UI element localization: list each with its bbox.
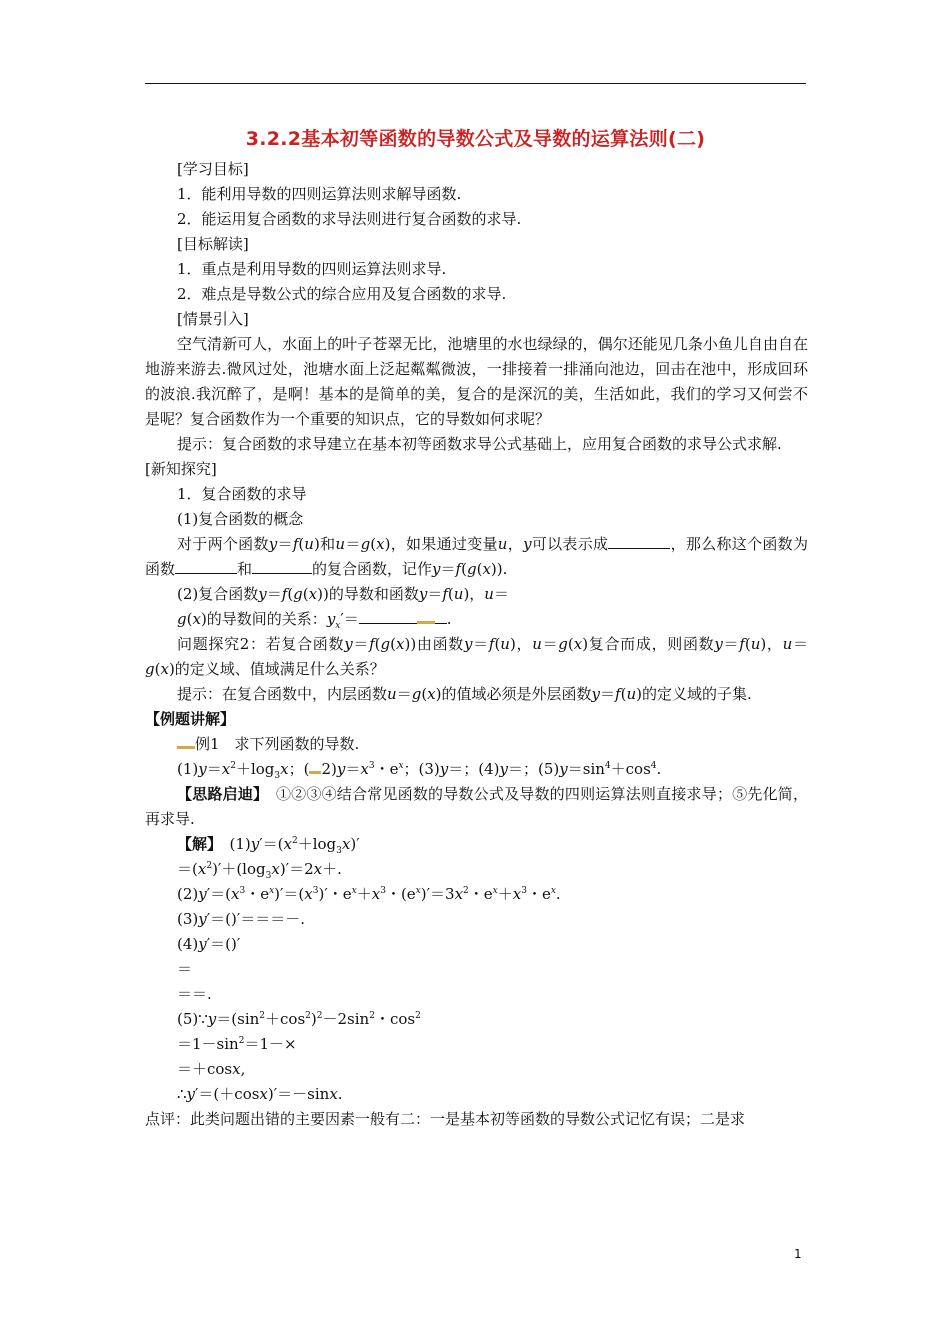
comment: 点评：此类问题出错的主要因素一般有二：一是基本初等函数的导数公式记忆有误；二是求 [145, 1110, 746, 1128]
solution-line-7: ＝＝. [177, 985, 212, 1003]
interp-2: 2．难点是导数公式的综合应用及复合函数的求导. [177, 285, 507, 303]
highlight-mark [417, 621, 435, 624]
solution-line-4: (3)y′＝()′＝＝＝－. [177, 910, 306, 928]
question-2: 问题探究2：若复合函数y＝f(g(x))由函数y＝f(u)，u＝g(x)复合而成，则函数y＝f(u)，u＝g(x)的定义域、值域满足什么关系？ [145, 635, 808, 678]
solution-line-2: $=(x^2)'+(\log_3x)'=2x+$. [177, 860, 342, 881]
blank [608, 534, 670, 549]
blank [435, 609, 447, 624]
solution-line-3: $(2)y'=(x^3$・$e^x)'=(x^3)'$・$e^x+x^3$・$(e^x)'=3x^2$・$e^x+x^3$・$e^x$. [177, 885, 561, 903]
new-header: [新知探究] [145, 460, 217, 478]
solution-line-6: ＝ [177, 960, 193, 978]
highlight-mark [309, 771, 321, 774]
blank [252, 559, 312, 574]
definition: 对于两个函数y＝f(u)和u＝g(x)，如果通过变量u，y可以表示成 ，那么称这个函数为函数 和 的复合函数，记作y＝f(g(x)). [145, 535, 808, 578]
hint-2: 提示：在复合函数中，内层函数u＝g(x)的值域必须是外层函数y＝f(u)的定义域的子集. [177, 685, 752, 703]
solution-line-5: (4)y′＝()′ [177, 935, 241, 953]
interp-header: [目标解读] [177, 235, 249, 253]
intro-header: [情景引入] [177, 310, 249, 328]
intro-text: 空气清新可人，水面上的叶子苍翠无比，池塘里的水也绿绿的，偶尔还能见几条小鱼儿自由自在地游来游去.微风过处，池塘水面上泛起粼粼微波，一排接着一排涌向池边，回击在池中，形成回环的波浪.我沉醉了，是啊！基本的是简单的美，复合的是深沉的美，生活如此，我们的学习又何尝不是呢？复合函数作为一个重要的知识点，它的导数如何求呢？ [145, 335, 808, 428]
interp-1: 1．重点是利用导数的四则运算法则求导. [177, 260, 447, 278]
item-1-1: (1)复合函数的概念 [177, 510, 304, 528]
highlight-mark [177, 746, 195, 749]
goal-2: 2．能运用复合函数的求导法则进行复合函数的求导. [177, 210, 522, 228]
item-1: 1．复合函数的求导 [177, 485, 307, 503]
blank [359, 609, 417, 624]
goal-1: 1．能利用导数的四则运算法则求解导函数. [177, 185, 462, 203]
idea: 【思路启迪】 ①②③④结合常见函数的导数公式及导数的四则运算法则直接求导；⑤先化简，再求导. [145, 785, 808, 828]
solution-line-10: ＝＋cosx, [177, 1060, 246, 1078]
document-body [145, 157, 808, 1132]
solution-line-8: $(5)\because y=(\sin^2+\cos^2)^2-2\sin^2$・$\cos^2$ [177, 1010, 421, 1028]
page-number: 1 [794, 1247, 802, 1261]
goals-header: [学习目标] [177, 160, 249, 178]
page-title: 3.2.2基本初等函数的导数公式及导数的运算法则(二) [245, 128, 706, 150]
example-1-list: $(1)y=x^2+\log_3x$；( $2)y=x^3$・$e^x$；(3)y＝；(4)y＝；$(5)y=\sin^4+\cos^4$. [177, 760, 662, 781]
blank [175, 559, 237, 574]
hint-1: 提示：复合函数的求导建立在基本初等函数求导公式基础上，应用复合函数的求导公式求解. [177, 435, 782, 453]
example-1: 例1 求下列函数的导数. [145, 732, 808, 757]
solution-line-9: $=1-\sin^2=1-\times$ [177, 1035, 297, 1053]
derivative-relation: g(x)的导数间的关系：$y_x'=$ . [177, 610, 452, 631]
example-header: 【例题讲解】 [145, 710, 236, 728]
solution-line-11: ∴y′＝(＋cosx)′＝－sinx. [177, 1085, 343, 1103]
top-rule [145, 83, 806, 84]
item-1-2: (2)复合函数y＝f(g(x))的导数和函数y＝f(u)，u＝ [177, 585, 509, 603]
solution-line-1: 【解】 $(1)y'=(x^2+\log_3x)'$ [177, 835, 360, 856]
